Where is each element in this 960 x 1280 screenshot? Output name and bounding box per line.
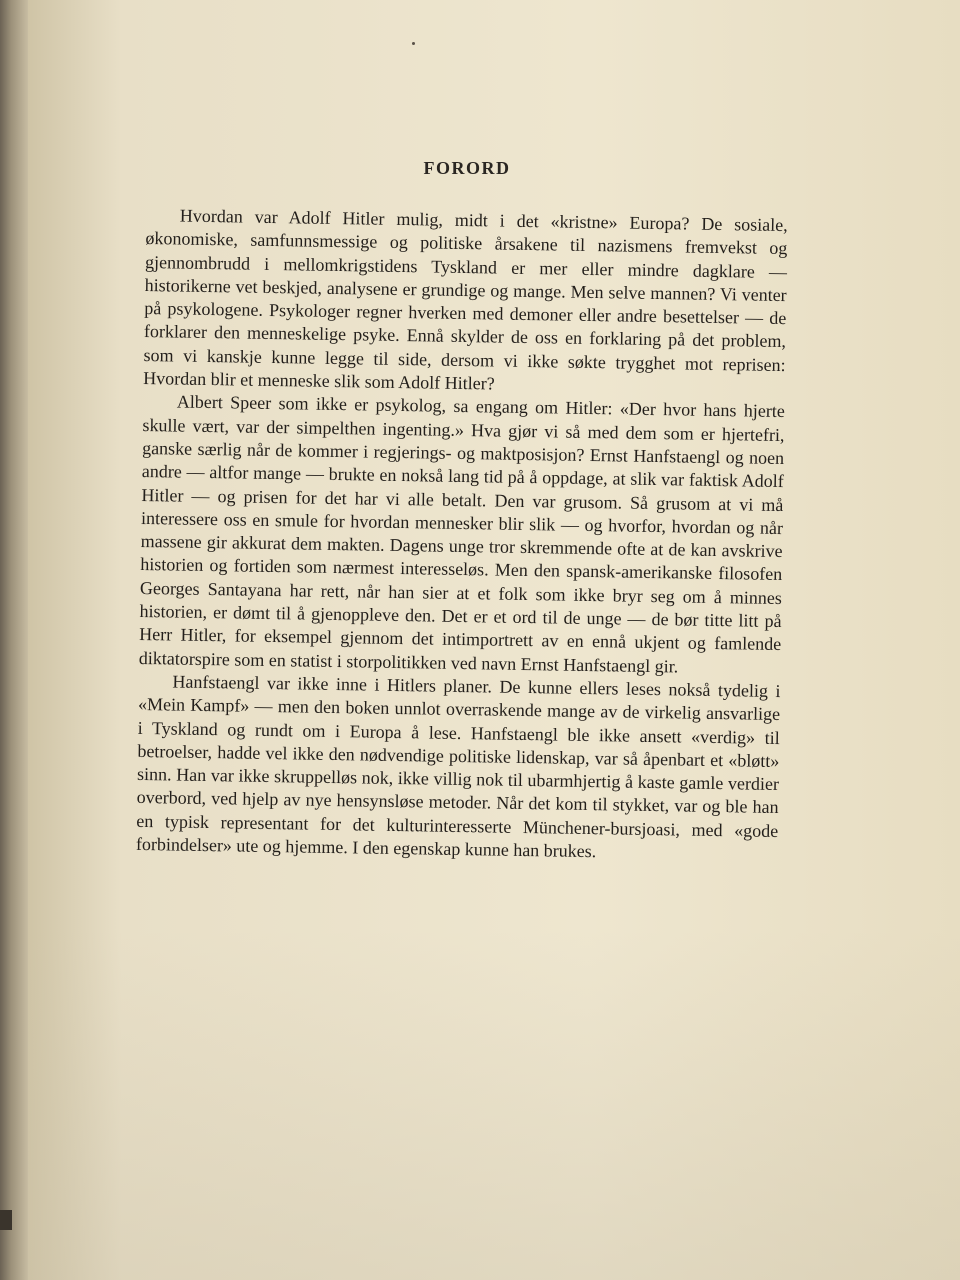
paragraph-1: Hvordan var Adolf Hitler mulig, midt i det «kristne» Europa? De sosiale, økonomiske, samfunnsmessige og politiske årsakene til nazismens fremvekst og gjennombrudd i mellomkrigstidens Tyskland er mer eller mindre dagklare — historikerne vet beskjed, analysene er grundige og mange. Men selve mannen? Vi venter på psykologene. Psykologer regner hverken med demoner eller andre besettelser — de forklarer den menneskelige psyke. Ennå skylder de oss en forklaring på det problem, som vi kanskje kunne legge til side, dersom vi ikke søkte trygghet mot reprisen: Hvordan blir et menneske slik som Adolf Hitler? (143, 205, 788, 394)
paragraph-3: Hanfstaengl var ikke inne i Hitlers planer. De kunne ellers leses nokså tydelig i «Mein Kampf» — men den boken unnlot overraskende mange av de virkelig ansvarlige i Tyskland og rundt om i Europa å lese. Hanfstaengl ble ikke ansett «verdig» til betroelser, hadde vel ikke den nødvendige politiske lidenskap, var så åpenbart et «bløtt» sinn. Han var ikke skruppelløs nok, ikke villig nok til ubarmhjertig å kaste gamle verdier overbord, ved hjelp av nye hensynsløse metoder. Når det kom til stykket, var og ble han en typisk representant for det kulturinteresserte Münchener-bursjoasi, med «gode forbindelser» ute og hjemme. I den egenskap kunne han brukes. (135, 671, 781, 862)
book-spine (0, 0, 28, 1280)
paragraph-2: Albert Speer som ikke er psykolog, sa engang om Hitler: «Der hvor hans hjerte skulle vært, var der simpelthen ingenting.» Hva gjør vi så med dem som er hjertefri, ganske særlig når de kommer i regjerings- og maktposisjon? Ernst Hanfstaengl og noen andre — altfor mange — brukte en nokså lang tid på å oppdage, at slik var faktisk Adolf Hitler — og prisen for det har vi alle betalt. Den var grusom. Så grusom at vi må interessere oss en smule for hvordan mennesker blir slik — og hvorfor, hvordan og når massene gir akkurat dem makten. Dagens unge tror skremmende ofte at de kan avskrive historien og fortiden som nærmest interesseløs. Men den spansk-amerikanske filosofen Georges Santayana har rett, når han sier at et folk som ikke bryr seg om å minnes historien, er dømt til å gjenoppleve den. Det er et ord til de unge — de bør titte litt på Herr Hitler, for eksempel gjennom det intimportrett av en ennå ukjent og famlende diktatorspire som en statist i storpolitikken ved navn Ernst Hanfstaengl gir. (138, 391, 785, 677)
body-text (136, 204, 788, 866)
cover-edge (0, 1210, 12, 1230)
paper-speck (412, 42, 415, 45)
chapter-title: FORORD (423, 158, 511, 178)
